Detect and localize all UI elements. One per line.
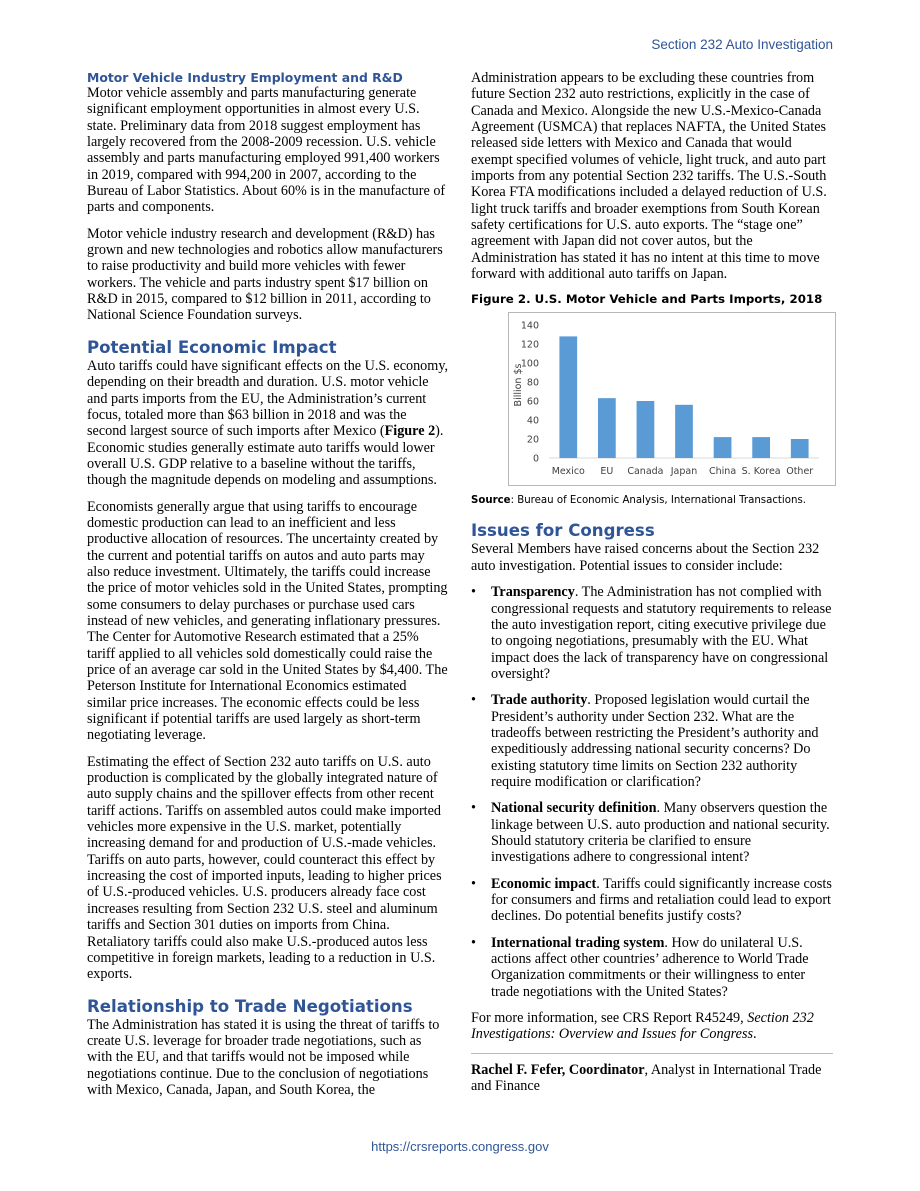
issue-lead: International trading system — [491, 934, 665, 951]
y-tick-label: 100 — [520, 358, 539, 370]
imports-chart-frame — [508, 312, 836, 486]
source-text: : Bureau of Economic Analysis, International Transactions. — [510, 495, 806, 507]
y-axis-label: Billion $s — [513, 364, 524, 407]
y-tick-label: 120 — [520, 339, 539, 351]
bar-mexico — [559, 337, 577, 459]
trade-paragraph-1: The Administration has stated it is using the threat of tariffs to create U.S. leverage for broader trade negotiations, such as with the EU, and that tariffs would not be imposed while negotiations continue. Due to the conclusion of negotiations with Mexico, Canada, Japan, and South Korea, the — [87, 1016, 440, 1098]
more-info — [471, 1010, 833, 1043]
x-tick-label: Japan — [670, 466, 698, 478]
author-divider — [471, 1053, 833, 1054]
issue-text: . How do unilateral U.S. actions affect other countries’ adherence to World Trade Organization commitments or their willingness to enter trade negotiations with the United States? — [491, 934, 809, 1000]
impact-p1-text-b: ). Economic studies generally estimate auto tariffs would lower overall U.S. GDP relative to a baseline without the tariffs, though the magnitude depends on modeling and assumptions. — [87, 423, 444, 489]
bullet-icon: • — [471, 800, 476, 817]
issues-heading: Issues for Congress — [471, 521, 655, 541]
more-info-text: For more information, see CRS Report R45249, — [471, 1010, 748, 1027]
bullet-icon: • — [471, 875, 476, 892]
source-label: Source — [471, 495, 511, 507]
issue-lead: National security definition — [491, 800, 657, 817]
impact-heading: Potential Economic Impact — [87, 337, 337, 357]
issue-text: . Tariffs could significantly increase costs for consumers and firms and retaliation could lead to export declines. Do potential benefits justify costs? — [491, 875, 832, 925]
running-header: Section 232 Auto Investigation — [651, 37, 833, 52]
bar-other — [791, 439, 809, 458]
figure-title: Figure 2. U.S. Motor Vehicle and Parts Imports, 2018 — [471, 292, 823, 307]
issue-lead: Economic impact — [491, 875, 597, 892]
left-column — [87, 70, 449, 1108]
x-tick-label: S. Korea — [741, 466, 781, 478]
footer-url[interactable]: https://crsreports.congress.gov — [371, 1139, 549, 1154]
trade-paragraph-continued: Administration appears to be excluding these countries from future Section 232 auto restrictions, explicitly in the case of Canada and Mexico. Alongside the new U.S.-Mexico-Canada Agreement (USMCA) that replaces NAFTA, the United States released side letters with Mexico and Canada that would exempt specified volumes of vehicle, light truck, and auto part imports from any potential Section 232 tariffs. The U.S.-South Korea FTA modifications included a delayed reduction of U.S. light truck tariffs and broader exemptions from South Korean safety certifications for U.S. auto exports. The “stage one” agreement with Japan did not cover autos, but the Administration has stated it has no intent at this time to move forward with additional auto tariffs on Japan. — [471, 70, 827, 283]
right-column — [471, 70, 833, 1104]
bar-canada — [637, 401, 655, 458]
trade-heading: Relationship to Trade Negotiations — [87, 996, 413, 1016]
issues-list — [471, 584, 833, 1000]
report-title-link[interactable]: Section 232 Investigations: Overview and Issues for Congress — [471, 1010, 814, 1043]
author-role: , Analyst in International Trade and Finance — [471, 1061, 822, 1095]
author-line — [471, 1062, 833, 1095]
impact-paragraph-2: Economists generally argue that using tariffs to encourage domestic production can lead to an inefficient and less productive allocation of resources. The uncertainty created by the current and potential tariffs on autos and auto parts may also reduce investment. Ultimately, the tariffs could increase the price of motor vehicles sold in the United States, prompting some consumers to delay purchases or purchase used cars instead of new vehicles, and generating inflationary pressures. The Center for Automotive Research estimated that a 25% tariff applied to all vehicles sold domestically could raise the price of an average car sold in the United States by $4,400. The Peterson Institute for International Economics estimated similar price increases. The economic effects could be less significant if potential tariffs are used largely as short-term negotiating leverage. — [87, 498, 448, 744]
issues-intro: Several Members have raised concerns about the Section 232 auto investigation. Potential issues to consider include: — [471, 541, 820, 574]
issue-item — [471, 876, 833, 925]
impact-p1-text-a: Auto tariffs could have significant effects on the U.S. economy, depending on their breadth and duration. U.S. motor vehicle and parts imports from the EU, the Administration’s current focus, totaled more than $63 billion in 2018 and was the second largest source of such imports after Mexico ( — [87, 357, 449, 440]
issue-text: . Proposed legislation would curtail the President’s authority under Section 232. What are the tradeoffs between restricting the President’s authority and expeditiously addressing national security concerns? Do existing statutory time limits on Section 232 authority require modification or clarification? — [491, 692, 819, 790]
bar-s-korea — [752, 438, 770, 459]
x-tick-label: Mexico — [551, 466, 585, 478]
issue-lead: Trade authority — [491, 692, 588, 709]
impact-paragraph-1 — [87, 358, 449, 489]
issue-item — [471, 584, 833, 682]
x-tick-label: Other — [786, 466, 814, 478]
bullet-icon: • — [471, 692, 476, 709]
issue-text: . Many observers question the linkage between U.S. auto production and national security. Should statutory criteria be clarified to ensure investigations adhere to congressional intent? — [491, 800, 830, 866]
bar-china — [714, 438, 732, 459]
y-tick-label: 0 — [532, 453, 539, 465]
bullet-icon: • — [471, 584, 476, 601]
employment-heading: Motor Vehicle Industry Employment and R&D — [87, 70, 403, 85]
x-tick-label: China — [709, 466, 737, 478]
figure-2-reference[interactable]: Figure 2 — [384, 423, 436, 440]
x-tick-label: Canada — [627, 466, 664, 478]
issue-lead: Transparency — [491, 584, 575, 601]
y-tick-label: 20 — [526, 434, 539, 446]
y-tick-label: 80 — [526, 377, 539, 389]
issue-item — [471, 692, 833, 790]
y-tick-label: 60 — [526, 396, 539, 408]
figure-source — [471, 494, 833, 507]
employment-paragraph-1: Motor vehicle assembly and parts manufacturing generate significant employment opportunities in almost every U.S. state. Preliminary data from 2018 suggest employment has largely recovered from the 2008-2009 recession. U.S. vehicle assembly and parts manufacturing employed 991,400 workers in 2019, compared with 994,200 in 2007, according to the Bureau of Labor Statistics. About 60% is in the manufacture of parts and components. — [87, 85, 446, 216]
y-tick-label: 40 — [526, 415, 539, 427]
imports-bar-chart — [509, 313, 835, 485]
issue-text: . The Administration has not complied with congressional requests and statutory requirements to release the auto investigation report, citing executive privilege due to ongoing negotiations, presumably with the EU. What impact does the lack of transparency have on congressional oversight? — [491, 584, 832, 682]
impact-paragraph-3: Estimating the effect of Section 232 auto tariffs on U.S. auto production is complicated by the globally integrated nature of auto supply chains and the spillover effects from other recent tariff actions. Tariffs on assembled autos could make imported vehicles more expensive in the U.S. market, potentially increasing demand for and production of U.S.-made vehicles. Tariffs on auto parts, however, could counteract this effect by increasing the cost of imported inputs, leading to higher prices of U.S.-produced vehicles. U.S. producers already face cost increases resulting from Section 232 U.S. steel and aluminum tariffs and Section 301 duties on imports from China. Retaliatory tariffs could also make U.S.-produced autos less competitive in foreign markets, leading to a reduction in U.S. exports. — [87, 753, 442, 983]
bar-japan — [675, 405, 693, 458]
bar-eu — [598, 399, 616, 459]
issue-item — [471, 935, 833, 1000]
employment-paragraph-2: Motor vehicle industry research and development (R&D) has grown and new technologies and robotics allow manufacturers to raise productivity and build more vehicles with fewer workers. The vehicle and parts industry spent $17 billion on R&D in 2015, compared to $12 billion in 2011, according to National Science Foundation surveys. — [87, 225, 443, 324]
x-tick-label: EU — [600, 466, 614, 478]
more-info-end: . — [753, 1026, 757, 1043]
y-tick-label: 140 — [520, 320, 539, 332]
issue-item — [471, 800, 833, 865]
author-name: Rachel F. Fefer, Coordinator — [471, 1061, 645, 1078]
bullet-icon: • — [471, 934, 476, 951]
